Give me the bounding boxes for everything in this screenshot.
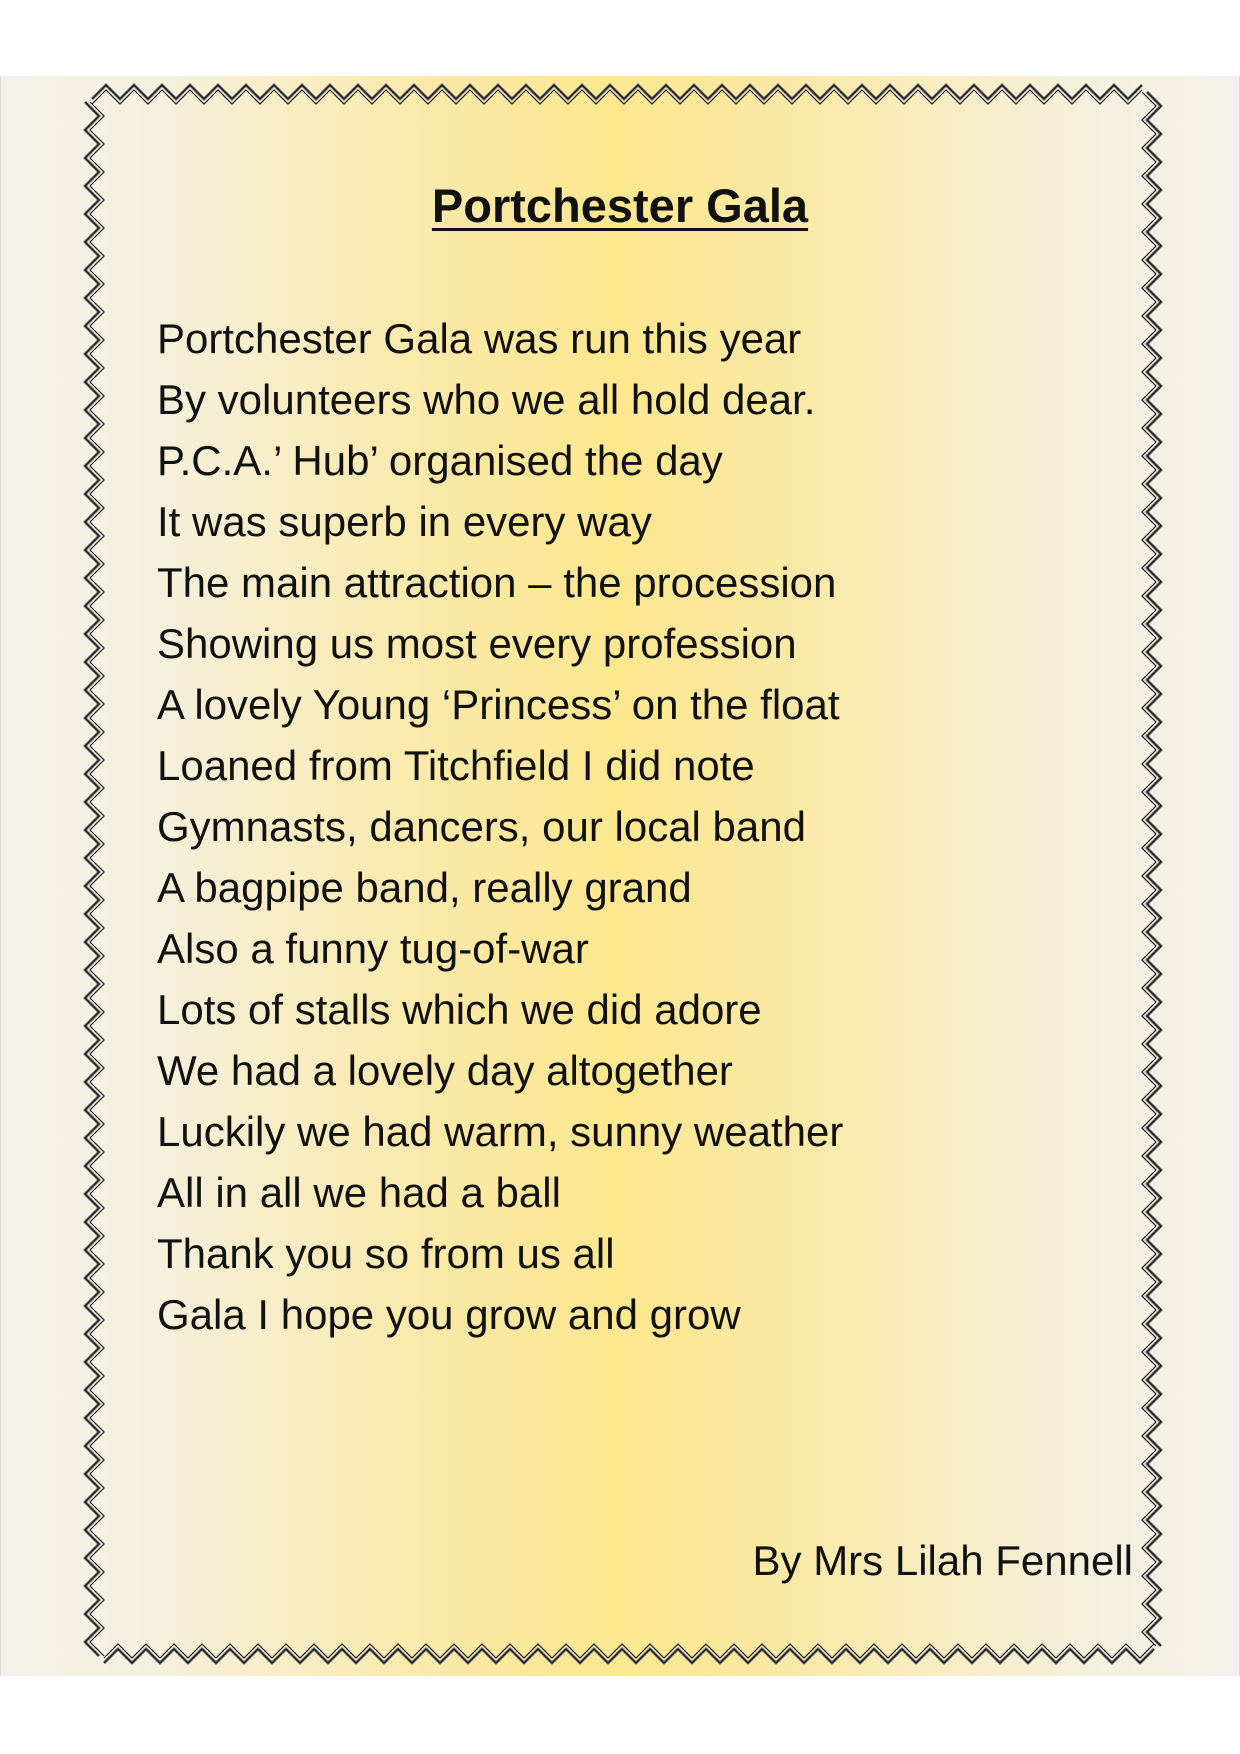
poem-line: The main attraction – the procession [157,559,837,606]
poem-line: Gymnasts, dancers, our local band [157,803,806,850]
poem-line: We had a lovely day altogether [157,1047,733,1094]
poem-line: P.C.A.’ Hub’ organised the day [157,437,723,484]
poem-line: All in all we had a ball [157,1169,561,1216]
poem-line: Portchester Gala was run this year [157,315,802,362]
poem-line: By volunteers who we all hold dear. [157,376,816,423]
poem-line: Loaned from Titchfield I did note [157,742,755,789]
poem-line: Gala I hope you grow and grow [157,1291,741,1338]
poem-line: Also a funny tug-of-war [157,925,589,972]
poem-author: By Mrs Lilah Fennell [752,1537,1133,1584]
poem-line: A lovely Young ‘Princess’ on the float [157,681,840,728]
poem-line: Luckily we had warm, sunny weather [157,1108,844,1155]
poem-body [157,308,843,1345]
poem-line: Showing us most every profession [157,620,797,667]
poem-title: Portchester Gala [431,179,809,232]
poem-line: Thank you so from us all [157,1230,615,1277]
poem-line: Lots of stalls which we did adore [157,986,762,1033]
poem-line: A bagpipe band, really grand [157,864,692,911]
poem-line: It was superb in every way [157,498,652,545]
